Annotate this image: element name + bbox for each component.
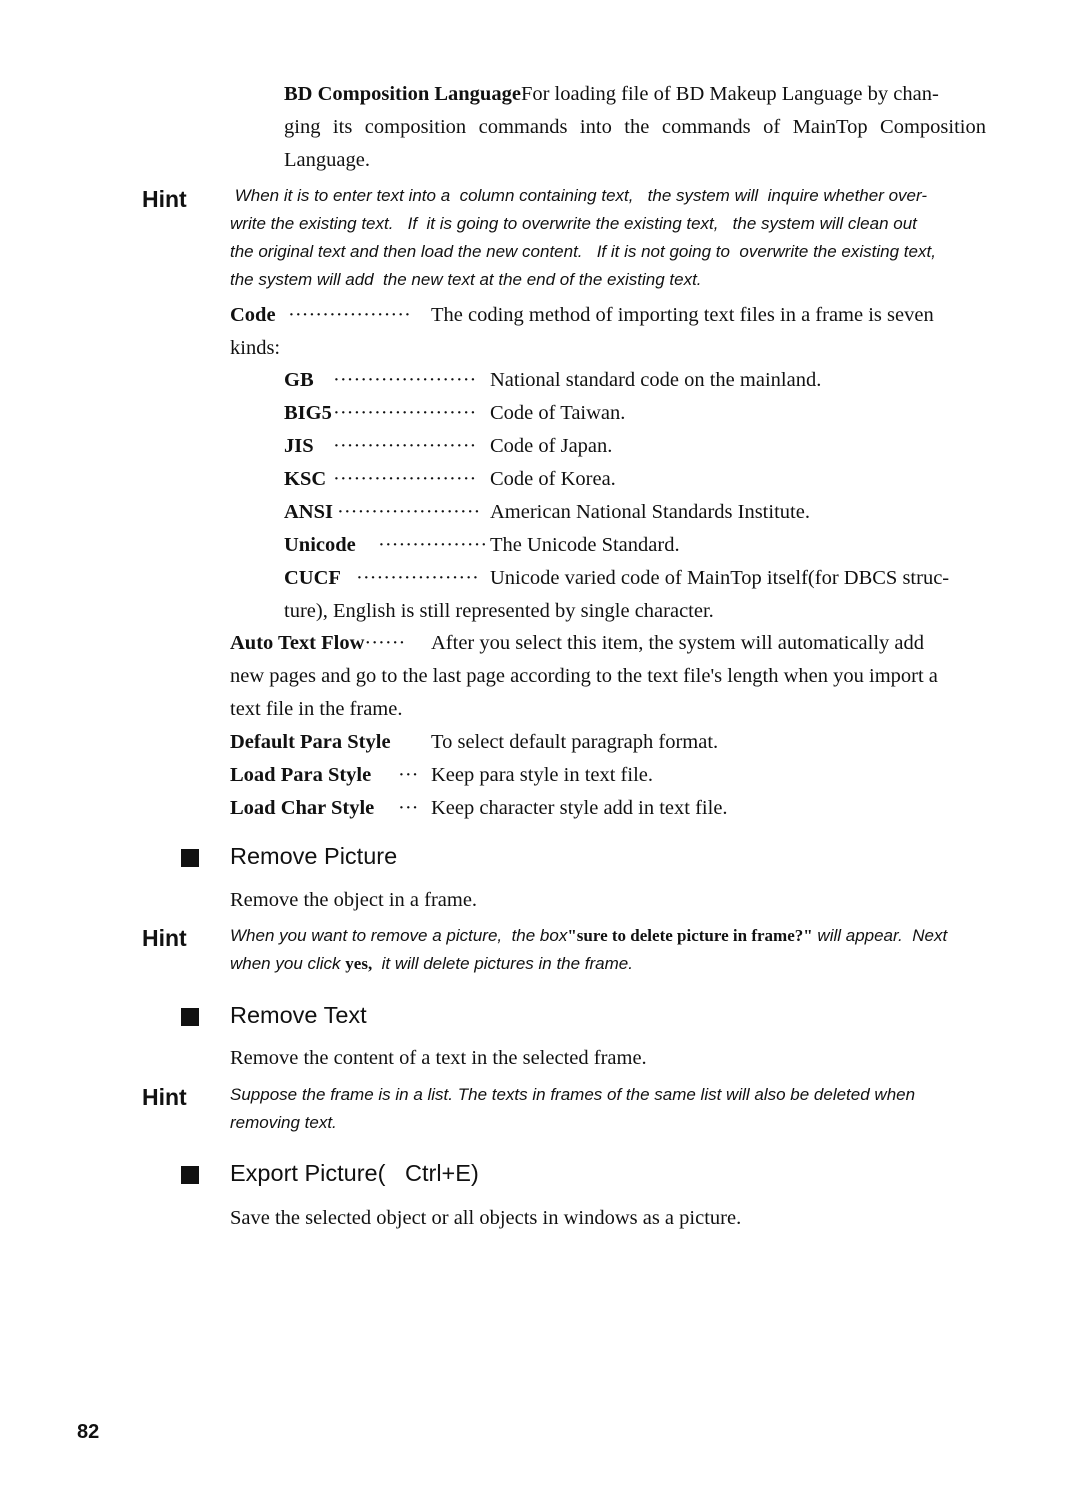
code-item-unicode-dots: ················: [378, 534, 488, 556]
hint-text-remove-text-1: Suppose the frame is in a list. The texts in frames of the same list will also be deleted when: [230, 1085, 916, 1104]
remove-picture-heading: Remove Picture: [230, 843, 398, 869]
hint-text-remove-picture-1: When you want to remove a picture, the box"sure to delete picture in frame?" will appear. Next: [230, 926, 948, 945]
code-item-big5-desc: Code of Taiwan.: [490, 402, 626, 424]
hint-text-remove-picture-2: when you click yes, it will delete pictures in the frame.: [230, 954, 633, 973]
option-load-para-dots: ···: [398, 764, 419, 786]
code-item-cucf-dots: ··················: [356, 567, 479, 589]
bd-line-1: BD Composition LanguageFor loading file of BD Makeup Language by chan-: [284, 83, 939, 105]
code-item-unicode: Unicode: [284, 534, 356, 556]
export-picture-desc: Save the selected object or all objects in windows as a picture.: [230, 1207, 742, 1229]
code-item-ansi-desc: American National Standards Institute.: [490, 501, 810, 523]
code-item-ksc-dots: ·····················: [333, 468, 477, 490]
hint-label: Hint: [142, 186, 187, 212]
code-item-gb: GB: [284, 369, 314, 391]
code-item-big5: BIG5: [284, 402, 332, 424]
code-item-gb-dots: ·····················: [333, 369, 477, 391]
remove-picture-desc: Remove the object in a frame.: [230, 889, 478, 911]
code-item-cucf: CUCF: [284, 567, 341, 589]
option-default-para-desc: To select default paragraph format.: [431, 731, 719, 753]
remove-text-heading: Remove Text: [230, 1002, 367, 1028]
code-item-jis-desc: Code of Japan.: [490, 435, 613, 457]
page-number: 82: [77, 1421, 100, 1443]
export-picture-heading: Export Picture( Ctrl+E): [230, 1160, 479, 1186]
code-desc: The coding method of importing text files in a frame is seven: [431, 304, 934, 326]
bd-term: BD Composition Language: [284, 83, 521, 105]
bd-line-3: Language.: [284, 149, 370, 171]
code-item-unicode-desc: The Unicode Standard.: [490, 534, 680, 556]
autoflow-line-2: new pages and go to the last page according to the text file's length when you import a: [230, 665, 938, 687]
code-dots: ··················: [288, 304, 411, 326]
option-load-para: Load Para Style: [230, 764, 372, 786]
code-item-cucf-cont: ture), English is still represented by single character.: [284, 600, 714, 622]
hint-text: When it is to enter text into a column containing text, the system will inquire whether over- write the existing text. If it is going to overwrite the existing text, the system will clean out the original text and then load the new content. If it is not going to overwrite the existing text, the system will add the new text at the end of the existing text.: [230, 186, 936, 289]
code-item-gb-desc: National standard code on the mainland.: [490, 369, 822, 391]
option-load-char-desc: Keep character style add in text file.: [431, 797, 728, 819]
remove-text-desc: Remove the content of a text in the selected frame.: [230, 1047, 647, 1069]
bullet-square-icon: [181, 1166, 199, 1184]
code-item-jis: JIS: [284, 435, 314, 457]
bd-line-2: ging its composition commands into the commands of MainTop Composition: [284, 116, 986, 138]
code-item-big5-dots: ·····················: [333, 402, 477, 424]
code-item-ansi: ANSI: [284, 501, 333, 523]
bullet-square-icon: [181, 849, 199, 867]
bullet-square-icon: [181, 1008, 199, 1026]
hint-label: Hint: [142, 1084, 187, 1110]
option-load-char: Load Char Style: [230, 797, 375, 819]
autoflow-line-3: text file in the frame.: [230, 698, 403, 720]
hint-text-remove-text-2: removing text.: [230, 1113, 337, 1132]
bd-paragraph: [284, 78, 986, 177]
code-item-ansi-dots: ·····················: [337, 501, 481, 523]
code-term: Code: [230, 304, 276, 326]
code-item-ksc-desc: Code of Korea.: [490, 468, 616, 490]
code-row: [230, 299, 276, 332]
code-item-jis-dots: ·····················: [333, 435, 477, 457]
hint-label: Hint: [142, 925, 187, 951]
autoflow-desc: After you select this item, the system will automatically add: [431, 632, 925, 654]
option-load-para-desc: Keep para style in text file.: [431, 764, 653, 786]
option-load-char-dots: ···: [398, 797, 419, 819]
code-item-ksc: KSC: [284, 468, 327, 490]
code-item-cucf-desc: Unicode varied code of MainTop itself(for DBCS struc-: [490, 567, 950, 589]
code-desc-2: kinds:: [230, 337, 281, 359]
autoflow-term-row: Auto Text Flow······: [230, 632, 406, 654]
option-default-para: Default Para Style: [230, 731, 391, 753]
